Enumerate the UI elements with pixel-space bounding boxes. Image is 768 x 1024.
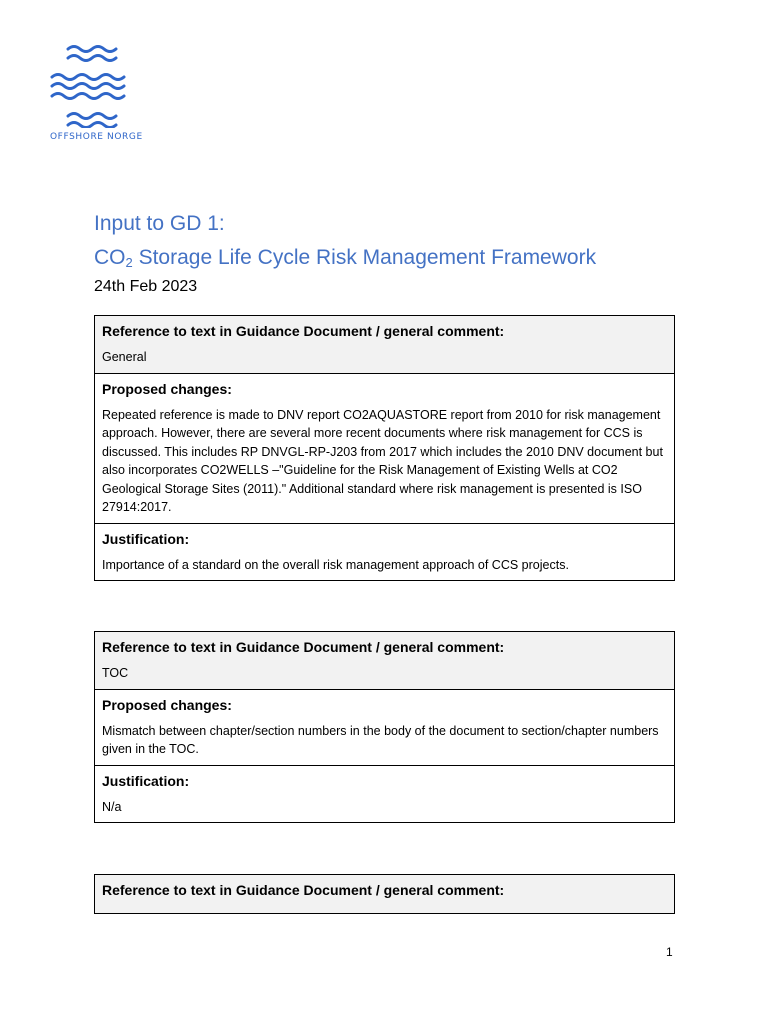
reference-label: Reference to text in Guidance Document / general comment:	[102, 323, 505, 339]
justification-value: N/a	[102, 799, 122, 814]
comment-table-1	[94, 315, 675, 581]
changes-value: Mismatch between chapter/section numbers in the body of the document to section/chapter numbers given in the TOC.	[102, 723, 659, 756]
subtitle-co: CO	[94, 246, 126, 269]
justification-value: Importance of a standard on the overall risk management approach of CCS projects.	[102, 557, 569, 572]
document-subtitle	[94, 244, 694, 272]
comment-table-2	[94, 631, 675, 823]
changes-section	[95, 690, 674, 766]
changes-section	[95, 374, 674, 524]
reference-value: TOC	[102, 666, 129, 680]
reference-section	[95, 632, 674, 690]
justification-label: Justification:	[102, 772, 190, 789]
reference-label: Reference to text in Guidance Document / general comment:	[102, 882, 505, 898]
changes-label: Proposed changes:	[102, 380, 232, 397]
logo-text: OFFSHORE NORGE	[50, 132, 143, 142]
waves-icon	[50, 40, 130, 128]
changes-label: Proposed changes:	[102, 696, 232, 713]
document-date: 24th Feb 2023	[94, 278, 198, 295]
justification-label: Justification:	[102, 530, 190, 547]
reference-section	[95, 875, 674, 913]
reference-label: Reference to text in Guidance Document / general comment:	[102, 639, 505, 655]
reference-section	[95, 316, 674, 374]
justification-section	[95, 524, 674, 581]
subtitle-rest: Storage Life Cycle Risk Management Framework	[132, 246, 597, 269]
comment-table-3	[94, 874, 675, 914]
reference-value: General	[102, 350, 147, 364]
subtitle-subscript: 2	[125, 255, 133, 270]
title-block	[94, 210, 694, 298]
page-number: 1	[666, 945, 673, 959]
offshore-norge-logo	[50, 40, 150, 142]
justification-section	[95, 766, 674, 823]
changes-value: Repeated reference is made to DNV report CO2AQUASTORE report from 2010 for risk management approach. However, there are several more recent documents where risk management for CCS is discussed. This includes RP DNVGL-RP-J203 from 2017 which includes the 2010 DNV document but also incorporates CO2WELLS –"Guideline for the Risk Management of Existing Wells at CO2 Geological Storage Sites (2011)." Additional standard where risk management is presented is ISO 27914:2017.	[102, 407, 663, 514]
document-title: Input to GD 1:	[94, 212, 225, 235]
